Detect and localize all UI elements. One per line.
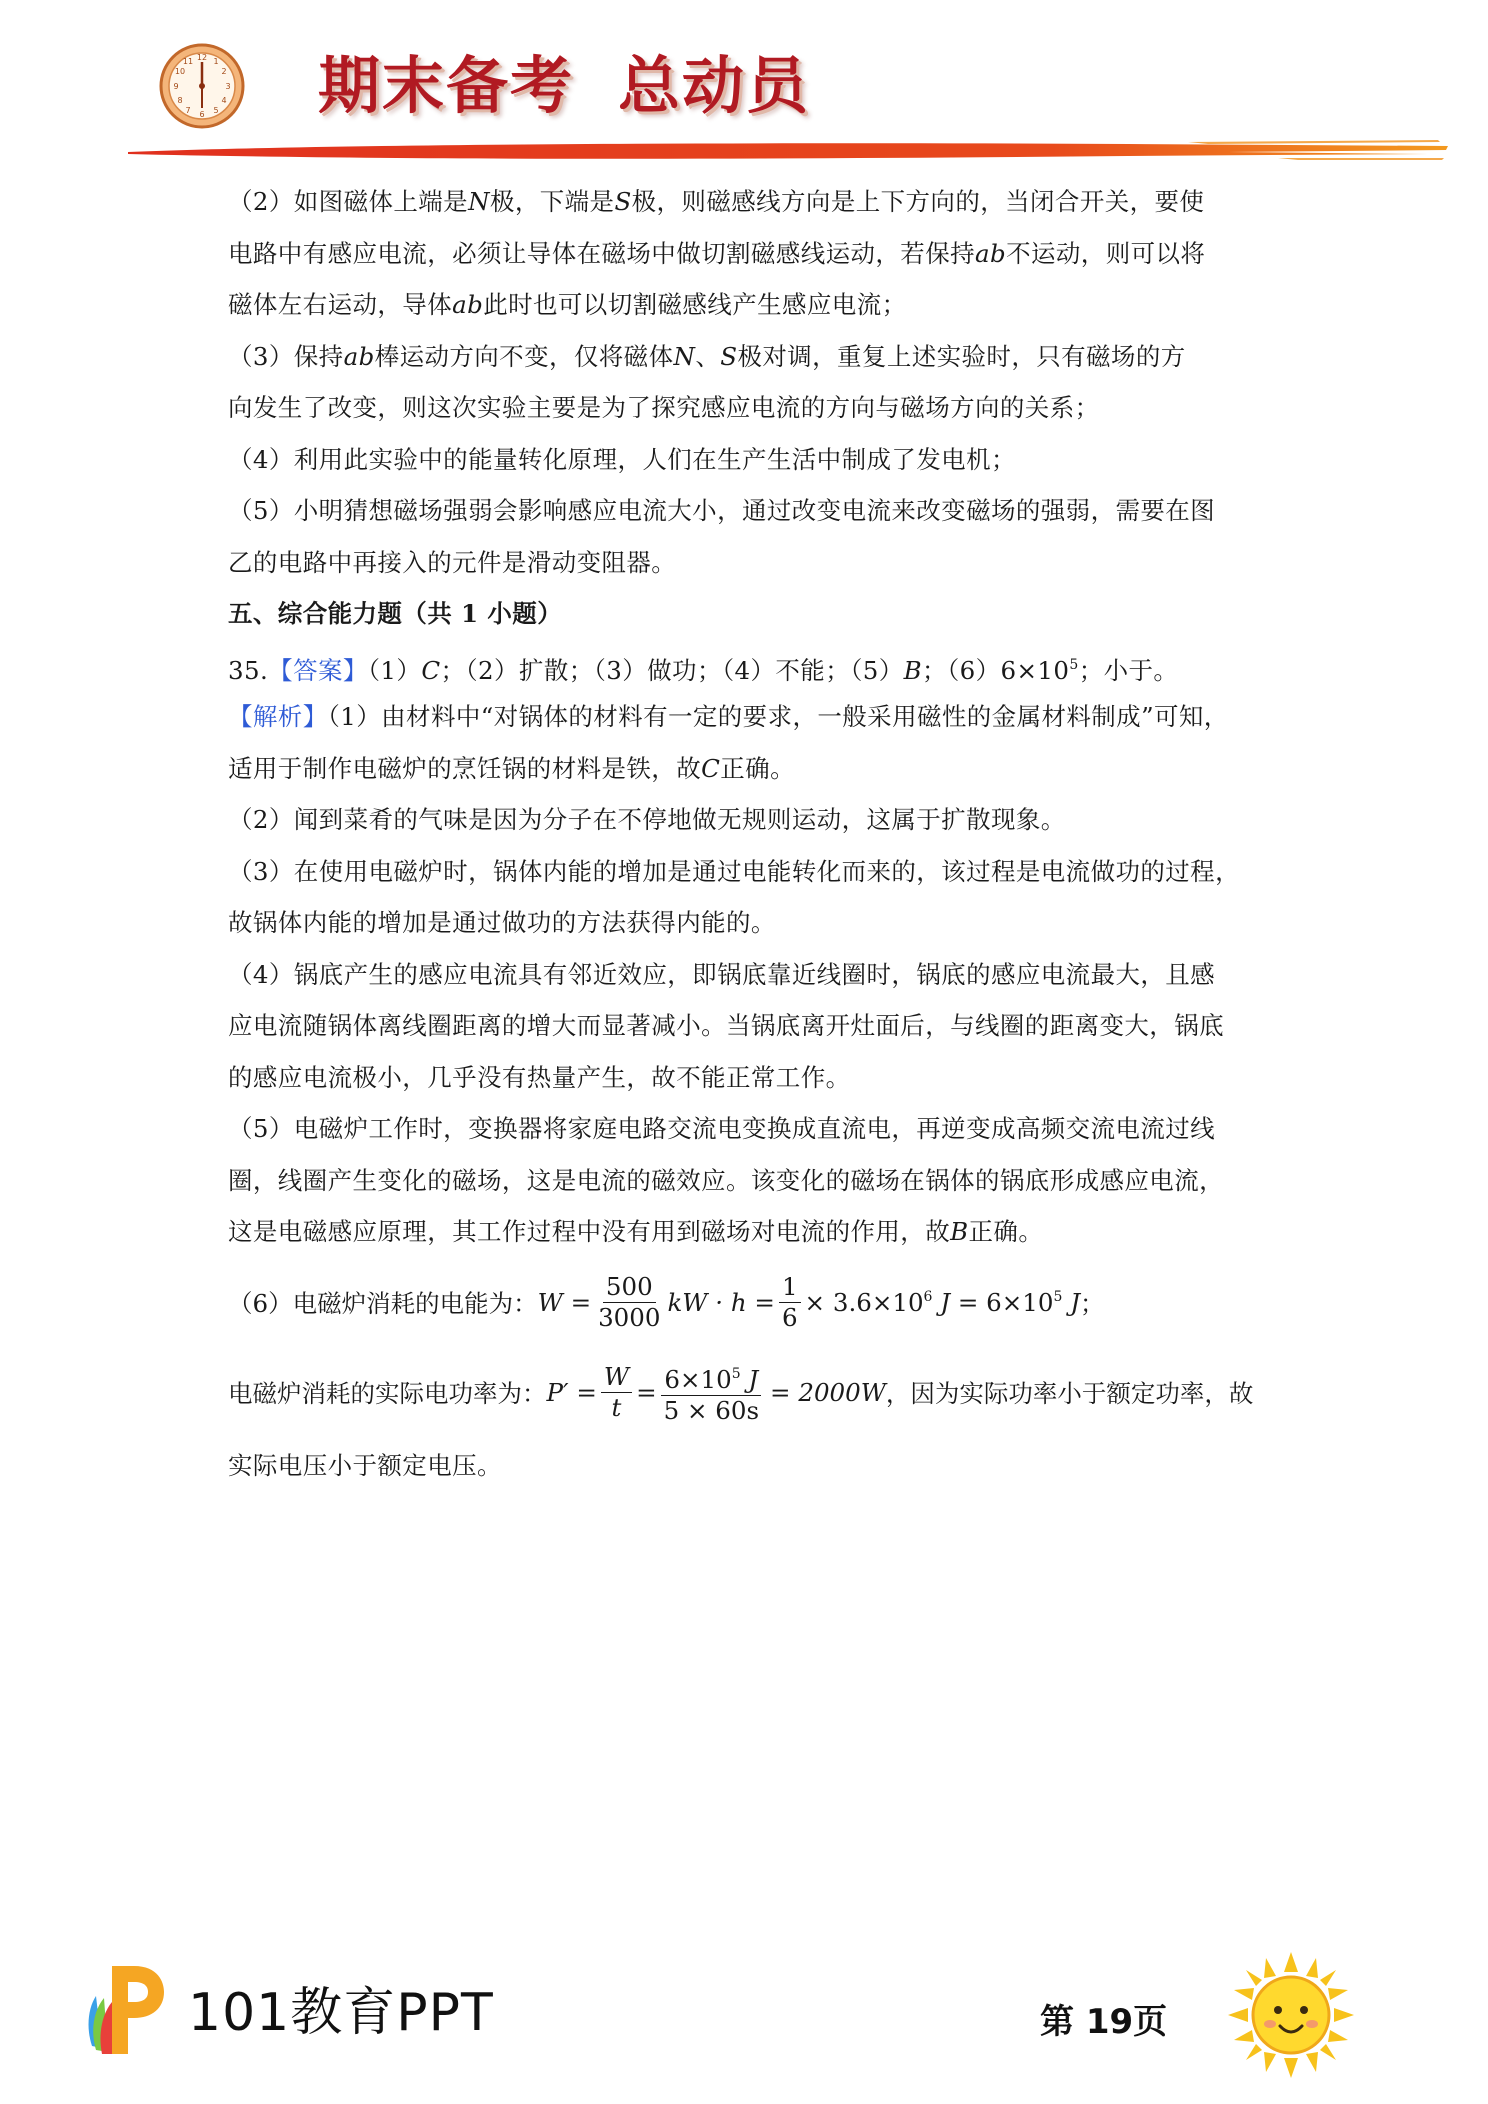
svg-text:7: 7 [185,106,191,115]
svg-text:9: 9 [173,82,179,91]
svg-text:6: 6 [199,110,205,119]
answer-text: （1）C；（2）扩散；（3）做功；（4）不能；（5）B；$(6)6\times 10^5$；小于。 [367,655,1179,685]
content-body [228,176,1278,1491]
svg-text:12: 12 [196,53,208,62]
formula2-eq: = [636,1378,657,1407]
paragraph-line: 乙的电路中再接入的元件是滑动变阻器。 [228,547,677,577]
analysis-line: 这是电磁感应原理，其工作过程中没有用到磁场对电流的作用，故B正确。 [228,1217,1044,1246]
clock-icon [158,42,246,130]
analysis-line: （2）闻到菜肴的气味是因为分子在不停地做无规则运动，这属于扩散现象。 [228,805,1066,834]
analysis-text: （1）由材料中“对锅体的材料有一定的要求，一般采用磁性的金属材料制成”可知， [327,702,1229,731]
header-title-part2: 总动员 [618,49,811,122]
svg-text:2: 2 [221,67,227,76]
paragraph-line: 向发生了改变，则这次实验主要是为了探究感应电流的方向与磁场方向的关系； [228,393,1100,422]
formula2-suffix: ，因为实际功率小于额定功率，故 [885,1379,1254,1408]
paragraph-line: 电路中有感应电流，必须让导体在磁场中做切割磁感线运动，若保持ab不运动，则可以将 [228,238,1206,268]
paragraph-line: （2）如图磁体上端是N极，下端是S极，则磁感线方向是上下方向的，当闭合开关，要使 [228,187,1205,216]
formula1-math [538,1272,1080,1333]
paragraph-line: （5）小明猜想磁场强弱会影响感应电流大小，通过改变电流来改变磁场的强弱，需要在图 [228,496,1216,525]
answer-line [228,640,1278,692]
analysis-line: 的感应电流极小，几乎没有热量产生，故不能正常工作。 [228,1062,851,1092]
page-number: 第 19页 [1040,2002,1168,2042]
analysis-line: 故锅体内能的增加是通过做功的方法获得内能的。 [228,908,776,937]
answer-tag: 【答案】 [268,655,368,685]
energy-formula [228,1258,1278,1348]
analysis-tag: 【解析】 [228,702,328,731]
svg-text:1: 1 [213,57,219,66]
fraction [601,1362,632,1423]
header-title-part1: 期末备考 [318,49,575,122]
svg-text:10: 10 [174,67,186,76]
svg-text:5: 5 [213,106,219,115]
fraction [661,1359,762,1426]
numerator: 1 [779,1272,801,1303]
header-title [318,36,810,125]
fraction [595,1272,663,1333]
formula2-lhs: P′ = [546,1378,597,1407]
paragraph-line: 实际电压小于额定电压。 [228,1450,502,1480]
svg-text:8: 8 [177,96,183,105]
formula1-unit: kW · h = [667,1288,775,1317]
formula1-suffix: ； [1080,1289,1105,1318]
formula1-tail: × $3.6\times 10^6$ $J = 6\times 10^5$ J [804,1288,1081,1317]
section-heading: 五、综合能力题（共 1 小题） [228,599,563,628]
power-formula [228,1348,1278,1438]
analysis-line: （4）锅底产生的感应电流具有邻近效应，即锅底靠近线圈时，锅底的感应电流最大，且感 [228,959,1216,989]
formula2-math [547,1359,886,1426]
sun-icon [1226,1950,1356,2080]
svg-text:3: 3 [225,82,231,91]
footer-brand: 101教育PPT [188,1983,494,2043]
analysis-line [228,691,1278,743]
brand-logo-icon [82,1958,168,2058]
formula1-lhs: W = [537,1288,592,1317]
svg-text:4: 4 [221,96,227,105]
paragraph-line: 磁体左右运动，导体ab此时也可以切割磁感线产生感应电流； [228,290,907,319]
denominator: t [611,1393,622,1422]
denominator: 6 [781,1303,798,1332]
analysis-line: （3）在使用电磁炉时，锅体内能的增加是通过电能转化而来的，该过程是电流做功的过程， [228,856,1240,886]
formula1-prefix: （6）电磁炉消耗的电能为： [228,1289,538,1318]
paragraph-line: （3）保持ab棒运动方向不变，仅将磁体N、S极对调，重复上述实验时，只有磁场的方 [228,341,1186,371]
numerator: W [601,1362,632,1393]
paragraph-line: （4）利用此实验中的能量转化原理，人们在生产生活中制成了发电机； [228,444,1016,474]
numerator: $6\times 10^5$ J [661,1359,761,1396]
denominator: 3000 [598,1303,661,1332]
formula2-rhs: = 2000W [770,1378,886,1407]
analysis-line: 应电流随锅体离线圈距离的增大而显著减小。当锅底离开灶面后，与线圈的距离变大，锅底 [228,1011,1224,1040]
analysis-line: 圈，线圈产生变化的磁场，这是电流的磁效应。该变化的磁场在锅体的锅底形成感应电流， [228,1165,1224,1195]
analysis-line: 适用于制作电磁炉的烹饪锅的材料是铁，故C正确。 [228,753,795,783]
svg-text:11: 11 [182,57,194,66]
numerator: 500 [603,1272,656,1303]
analysis-line: （5）电磁炉工作时，变换器将家庭电路交流电变换成直流电，再逆变成高频交流电流过线 [228,1114,1216,1143]
question-number: 35. [228,655,269,685]
header-brush-rule [128,138,1448,164]
fraction [779,1272,801,1333]
formula2-prefix: 电磁炉消耗的实际电功率为： [228,1379,547,1408]
denominator: 5 × 60s [663,1396,760,1425]
